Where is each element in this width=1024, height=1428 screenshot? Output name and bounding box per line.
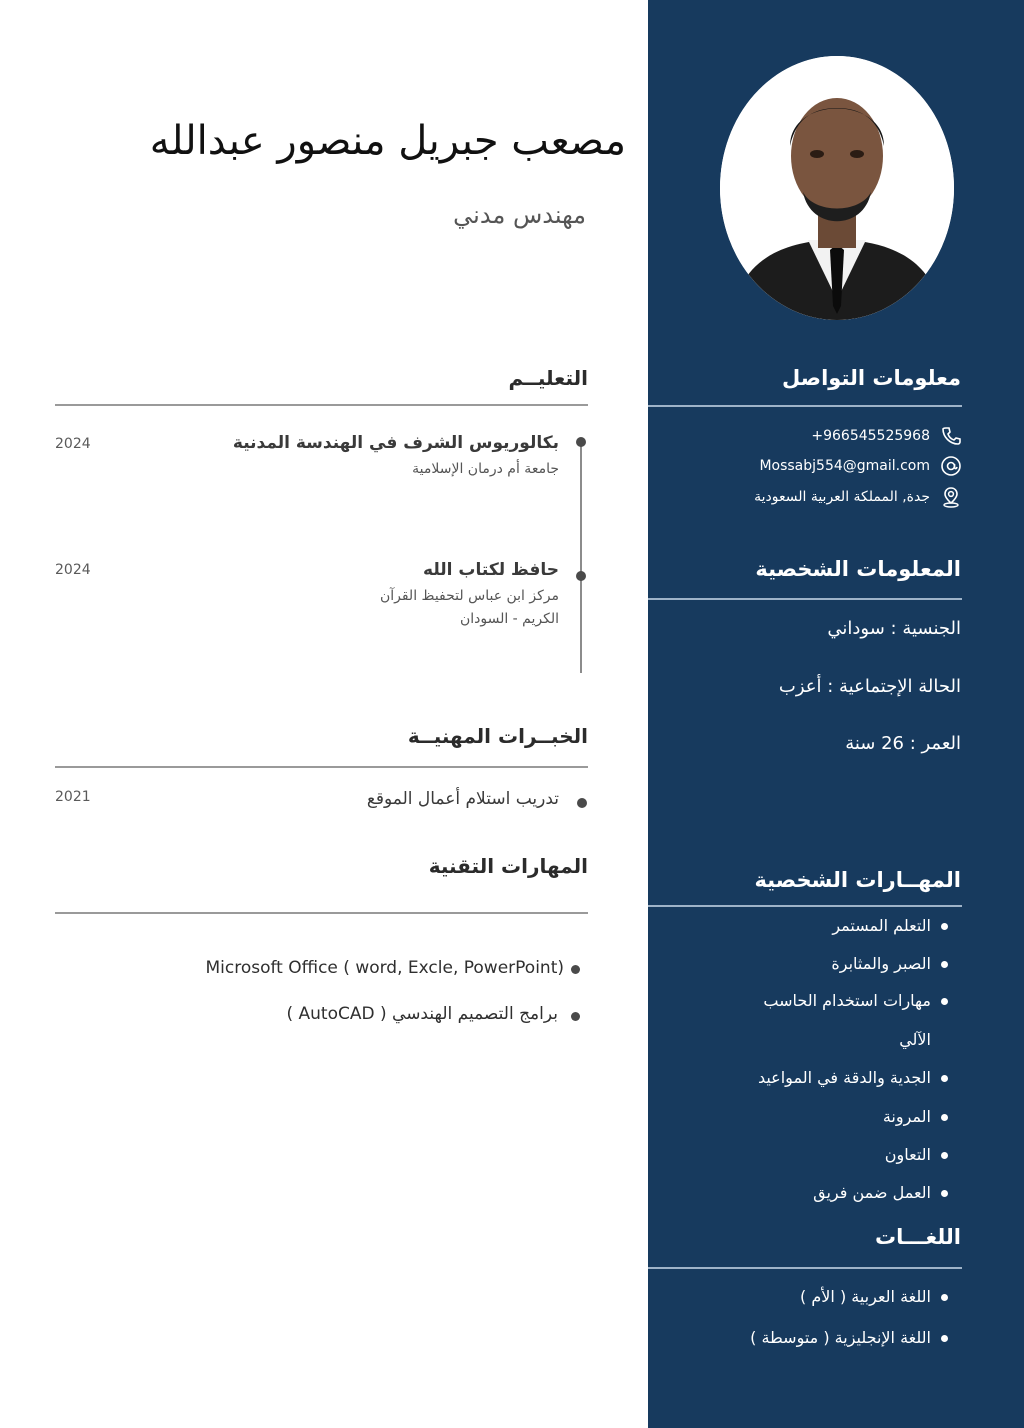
marital-status: الحالة الإجتماعية : أعزب: [778, 676, 961, 697]
bullet-dot: [941, 1294, 948, 1301]
bullet-dot: [941, 1335, 948, 1342]
education-timeline: [580, 441, 582, 673]
experience-divider: [55, 766, 588, 768]
experience-entry-year: 2021: [55, 789, 91, 805]
soft-skill-item: التعلم المستمر: [832, 916, 931, 935]
phone-text[interactable]: +966545525968: [811, 428, 930, 444]
skill-dot: [571, 1012, 580, 1021]
education-entry-year: 2024: [55, 562, 91, 578]
soft-skill-item: التعاون: [884, 1145, 931, 1164]
technical-skill-item: برامج التصميم الهندسي ( AutoCAD ): [286, 1004, 558, 1024]
contact-divider: [648, 405, 962, 407]
soft-skill-item: الصبر والمثابرة: [831, 954, 931, 973]
personal-heading: المعلومات الشخصية: [755, 557, 961, 581]
contact-heading: معلومات التواصل: [782, 366, 961, 390]
experience-dot: [577, 798, 587, 808]
soft-skill-item: الجدية والدقة في المواعيد: [757, 1068, 931, 1087]
contact-location: [754, 486, 962, 508]
at-icon: [940, 455, 962, 477]
education-entry-title: بكالوريوس الشرف في الهندسة المدنية: [232, 433, 559, 453]
soft-skill-item-continued: الآلي: [899, 1030, 931, 1049]
language-item: اللغة العربية ( الأم ): [800, 1287, 931, 1306]
bullet-dot: [941, 1075, 948, 1082]
job-title: مهندس مدني: [453, 201, 586, 229]
skill-dot: [571, 965, 580, 974]
education-entry-title: حافظ لكتاب الله: [423, 560, 559, 580]
language-item: اللغة الإنجليزية ( متوسطة ): [750, 1328, 931, 1347]
experience-entry-title: تدريب استلام أعمال الموقع: [366, 789, 559, 809]
bullet-dot: [941, 961, 948, 968]
soft-skills-divider: [648, 905, 962, 907]
email-text[interactable]: Mossabj554@gmail.com: [759, 458, 930, 474]
soft-skill-item: المرونة: [882, 1107, 931, 1126]
personal-divider: [648, 598, 962, 600]
education-entry-detail: جامعة أم درمان الإسلامية: [412, 461, 559, 477]
person-name: مصعب جبريل منصور عبدالله: [149, 118, 626, 164]
location-text: جدة, المملكة العربية السعودية: [754, 489, 930, 505]
bullet-dot: [941, 998, 948, 1005]
bullet-dot: [941, 923, 948, 930]
education-entry-detail: مركز ابن عباس لتحفيظ القرآن: [379, 588, 559, 604]
bullet-dot: [941, 1152, 948, 1159]
soft-skills-heading: المهــارات الشخصية: [754, 868, 961, 892]
technical-skills-divider: [55, 912, 588, 914]
experience-heading: الخبــرات المهنيــة: [407, 724, 588, 748]
bullet-dot: [941, 1114, 948, 1121]
education-heading: التعليــم: [508, 366, 588, 390]
timeline-dot: [576, 571, 586, 581]
education-divider: [55, 404, 588, 406]
soft-skill-item: مهارات استخدام الحاسب: [763, 991, 931, 1010]
contact-phone: [811, 425, 962, 447]
education-entry-year: 2024: [55, 436, 91, 452]
soft-skill-item: العمل ضمن فريق: [813, 1183, 931, 1202]
profile-photo: [720, 56, 954, 320]
languages-heading: اللغـــات: [874, 1225, 961, 1249]
phone-icon: [940, 425, 962, 447]
age: العمر : 26 سنة: [845, 733, 961, 754]
technical-skills-heading: المهارات التقنية: [428, 854, 588, 878]
technical-skill-item: Microsoft Office ( word, Excle, PowerPoint): [205, 958, 564, 978]
languages-divider: [648, 1267, 962, 1269]
education-entry-detail: الكريم - السودان: [459, 611, 559, 627]
timeline-dot: [576, 437, 586, 447]
bullet-dot: [941, 1190, 948, 1197]
contact-email: [759, 455, 962, 477]
nationality: الجنسية : سوداني: [827, 618, 961, 639]
location-icon: [940, 486, 962, 508]
avatar: [720, 56, 954, 320]
